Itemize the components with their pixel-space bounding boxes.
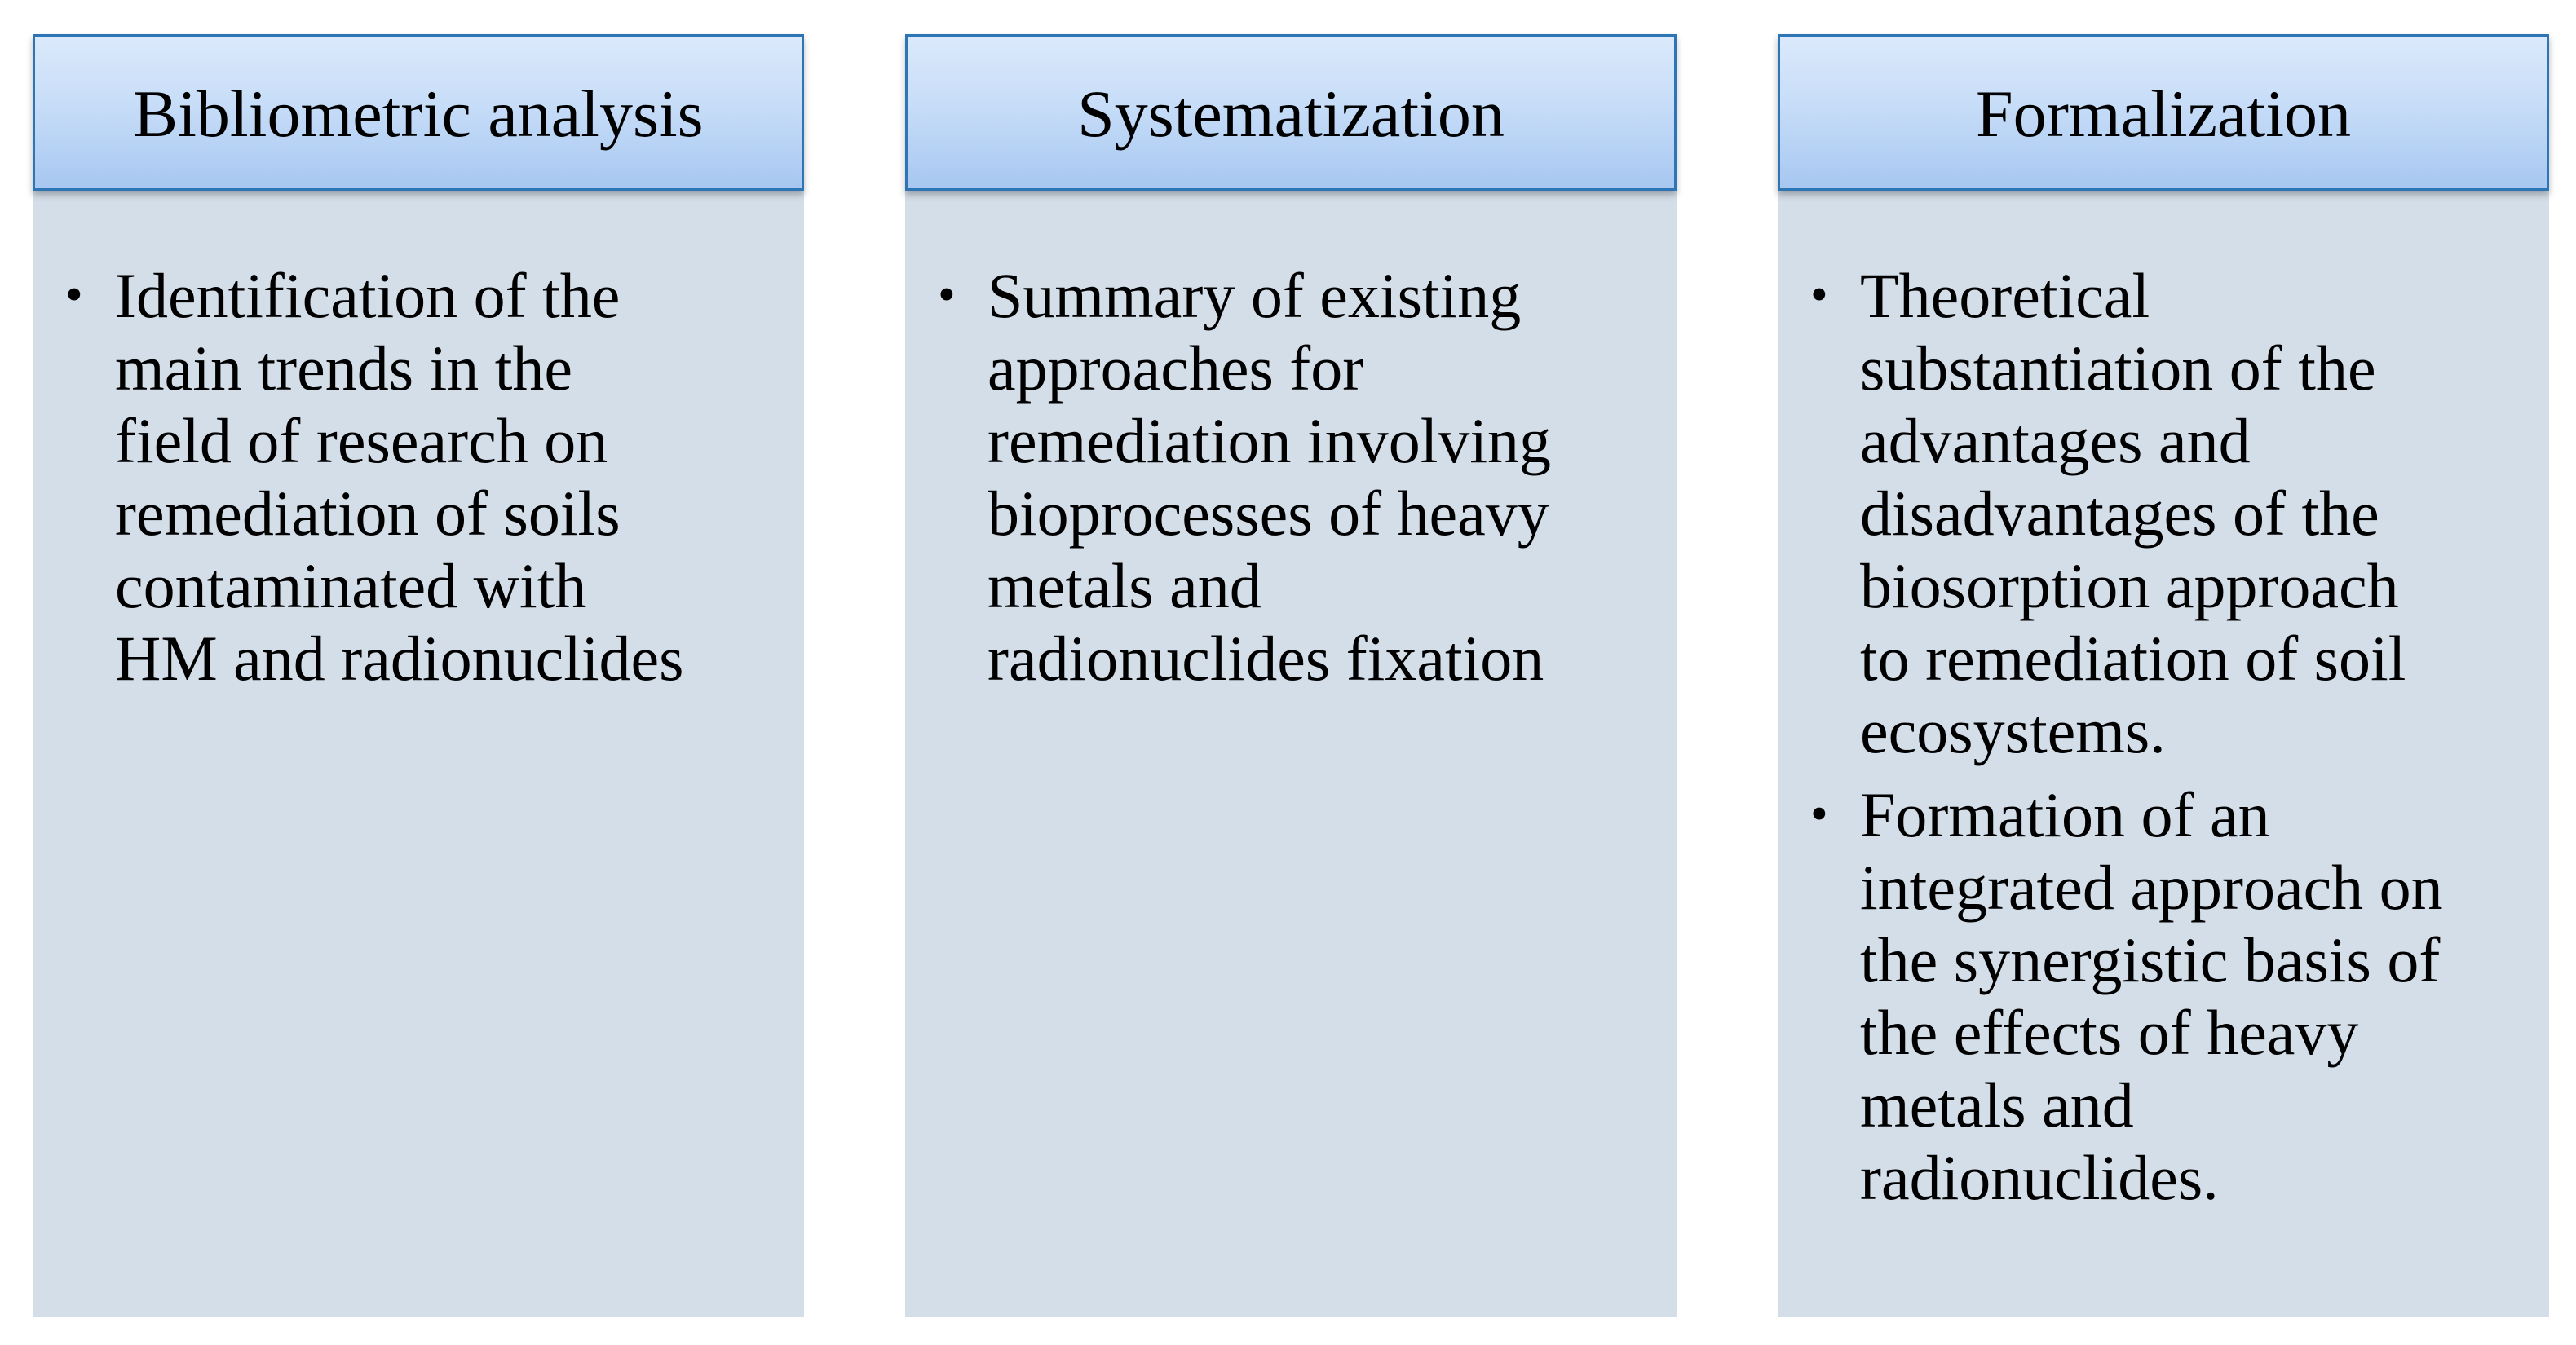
column-systematization: [905, 34, 1677, 1317]
bullet-text-line: main trends in the: [115, 333, 573, 404]
bullet-text-line: integrated approach on: [1860, 852, 2443, 923]
column-body: [1778, 186, 2549, 1317]
bullet-text-line: remediation of soils: [115, 478, 621, 549]
column-header: [33, 34, 804, 191]
bullet-item: [1810, 259, 2536, 767]
bullet-item: [1810, 778, 2536, 1214]
bullet-icon: •: [1810, 787, 1828, 842]
bullet-icon: •: [65, 267, 83, 323]
bullet-item: [938, 259, 1664, 695]
bullet-list: [938, 259, 1664, 706]
bullet-text-line: Formation of an: [1860, 779, 2270, 850]
bullet-text-line: to remediation of soil: [1860, 623, 2406, 694]
bullet-text-line: approaches for: [988, 333, 1364, 404]
column-title: Bibliometric analysis: [133, 77, 704, 151]
bullet-text-line: contaminated with: [115, 550, 587, 621]
bullet-text-line: field of research on: [115, 405, 608, 476]
bullet-item: [65, 259, 791, 695]
bullet-text-line: ecosystems.: [1860, 695, 2166, 766]
bullet-text-line: HM and radionuclides: [115, 623, 684, 694]
bullet-text-line: radionuclides.: [1860, 1142, 2219, 1213]
column-body: [905, 186, 1677, 1317]
bullet-list: [65, 259, 791, 706]
column-title: Systematization: [1077, 77, 1505, 151]
bullet-icon: •: [1810, 267, 1828, 323]
column-header: [905, 34, 1677, 191]
bullet-text-line: disadvantages of the: [1860, 478, 2379, 549]
bullet-text-line: the synergistic basis of: [1860, 924, 2441, 995]
bullet-text-line: biosorption approach: [1860, 550, 2399, 621]
column-title: Formalization: [1975, 77, 2351, 151]
bullet-text-line: metals and: [1860, 1069, 2134, 1140]
bullet-icon: •: [938, 267, 956, 323]
column-body: [33, 186, 804, 1317]
bullet-text-line: Theoretical: [1860, 260, 2150, 331]
bullet-text-line: radionuclides fixation: [988, 623, 1544, 694]
bullet-text-line: metals and: [988, 550, 1261, 621]
bullet-text-line: remediation involving: [988, 405, 1552, 476]
bullet-text-line: Summary of existing: [988, 260, 1522, 331]
column-formalization: [1778, 34, 2549, 1317]
column-header: [1778, 34, 2549, 191]
bullet-text-line: substantiation of the: [1860, 333, 2376, 404]
column-bibliometric-analysis: [33, 34, 804, 1317]
bullet-list: [1810, 259, 2536, 1225]
bullet-text-line: advantages and: [1860, 405, 2251, 476]
bullet-text-line: bioprocesses of heavy: [988, 478, 1549, 549]
bullet-text-line: Identification of the: [115, 260, 621, 331]
bullet-text-line: the effects of heavy: [1860, 997, 2359, 1068]
